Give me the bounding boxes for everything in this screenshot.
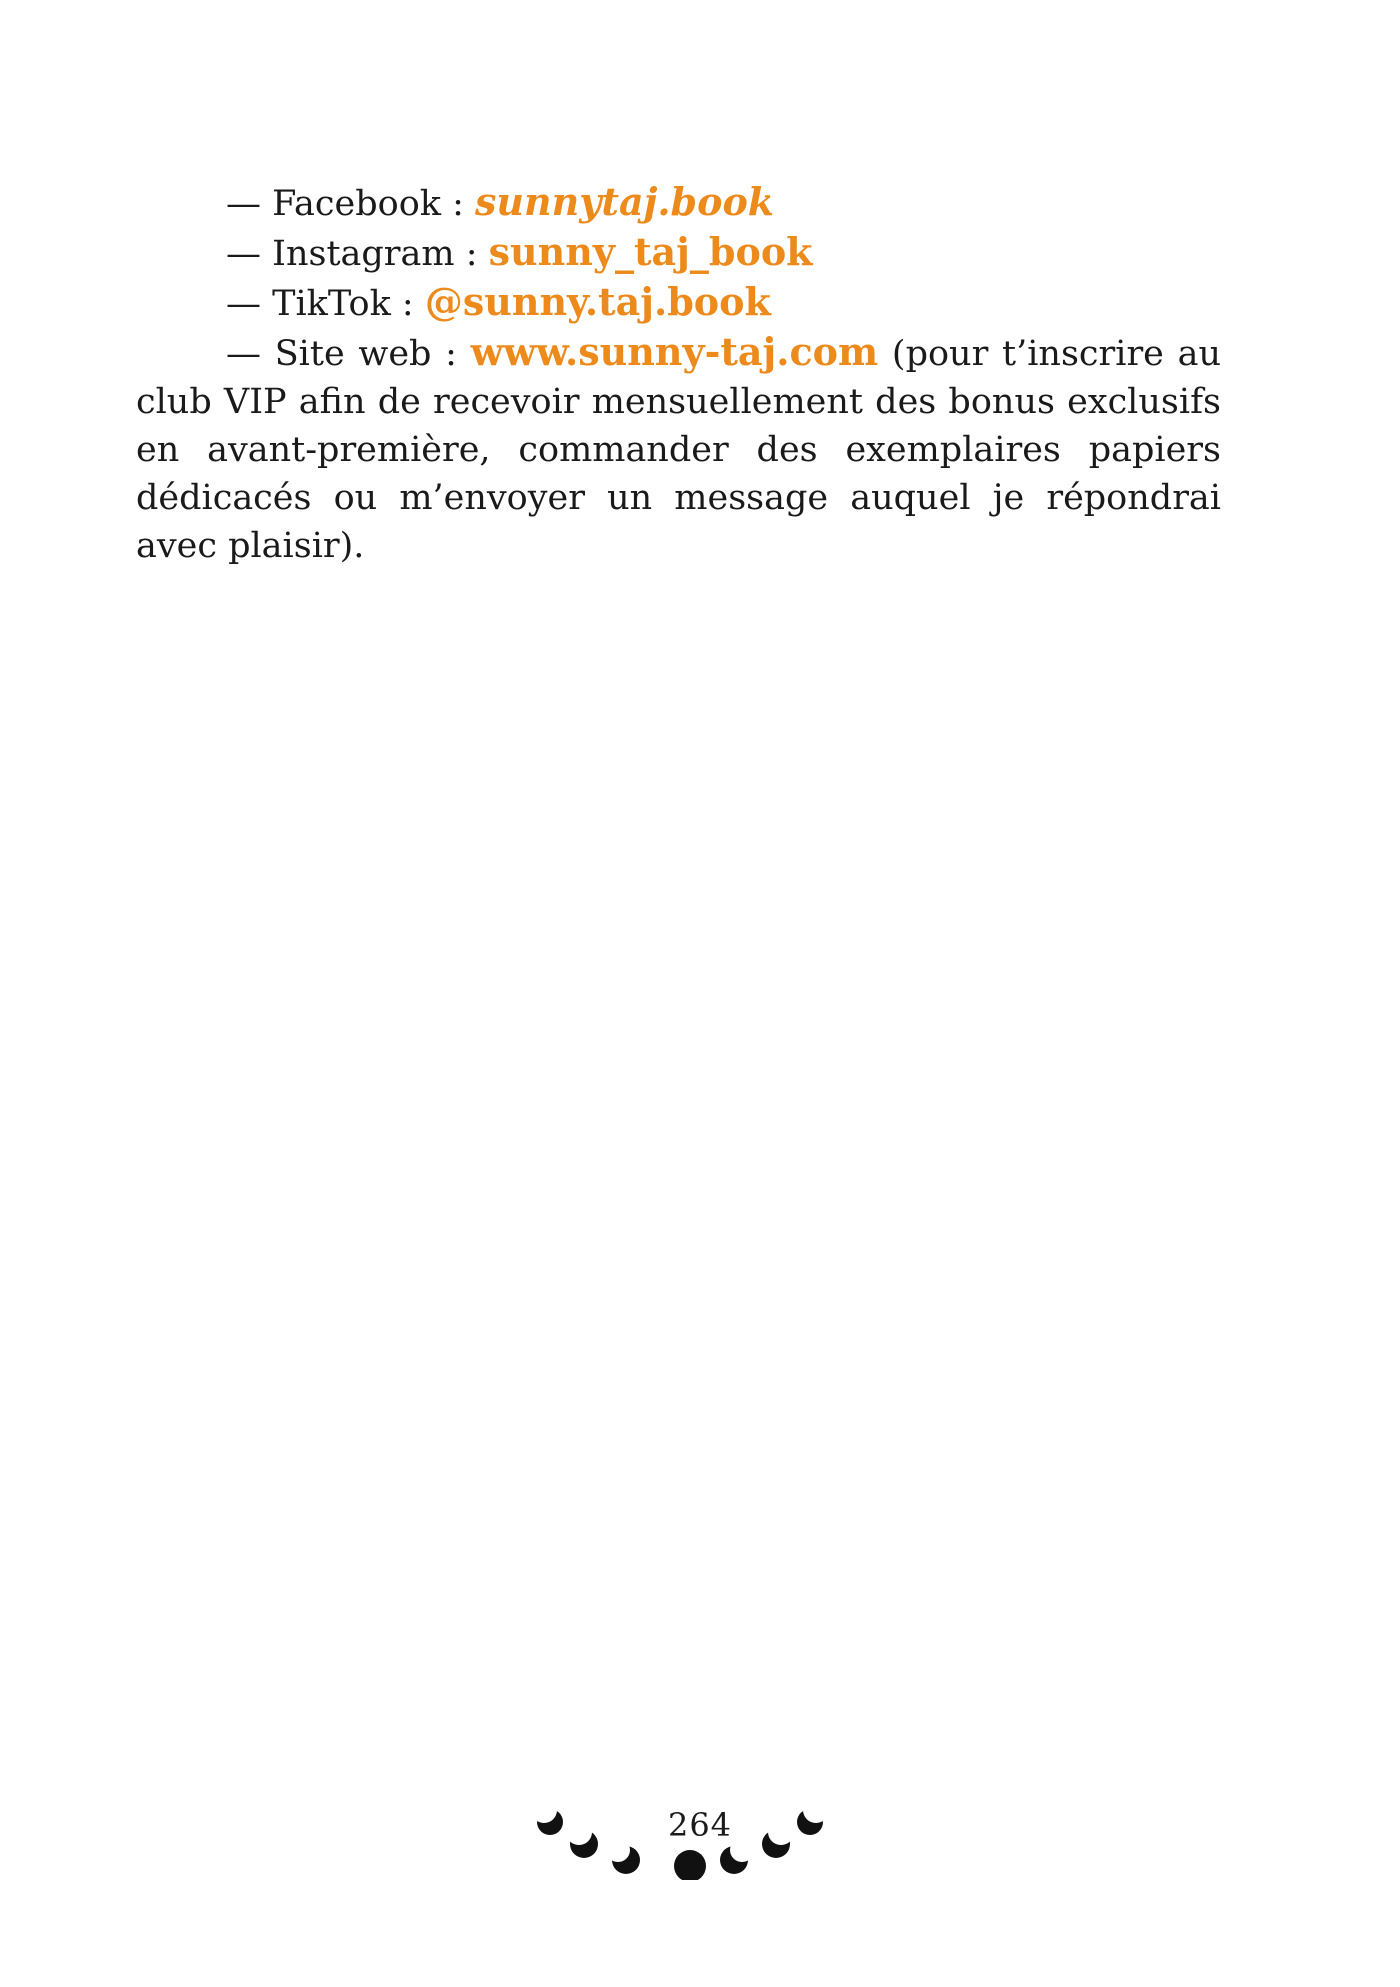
page-number: 264 — [667, 1806, 733, 1844]
tiktok-line — [136, 278, 1221, 328]
tiktok-handle-link[interactable]: @sunny.taj.book — [424, 279, 771, 324]
instagram-handle-link[interactable]: sunny_taj_book — [488, 229, 813, 274]
instagram-label: — Instagram : — [226, 234, 489, 274]
facebook-handle-link[interactable]: sunnytaj.book — [475, 179, 775, 224]
website-url-link[interactable]: www.sunny-taj.com — [470, 329, 879, 374]
website-description: (pour t’inscrire au club VIP afin de recevoir mensuellement des bonus exclusifs en avant-première, commander des exemplaires papiers dédicacés ou m’envoyer un message auquel je répondrai avec plaisir). — [136, 334, 1222, 566]
instagram-line — [136, 228, 1221, 278]
facebook-line — [136, 178, 1221, 228]
facebook-label: — Facebook : — [226, 184, 476, 224]
website-paragraph — [136, 328, 1221, 570]
tiktok-label: — TikTok : — [226, 284, 425, 324]
page-footer — [530, 1800, 870, 1880]
website-label: — Site web : — [226, 334, 471, 374]
contact-section — [136, 178, 1221, 570]
